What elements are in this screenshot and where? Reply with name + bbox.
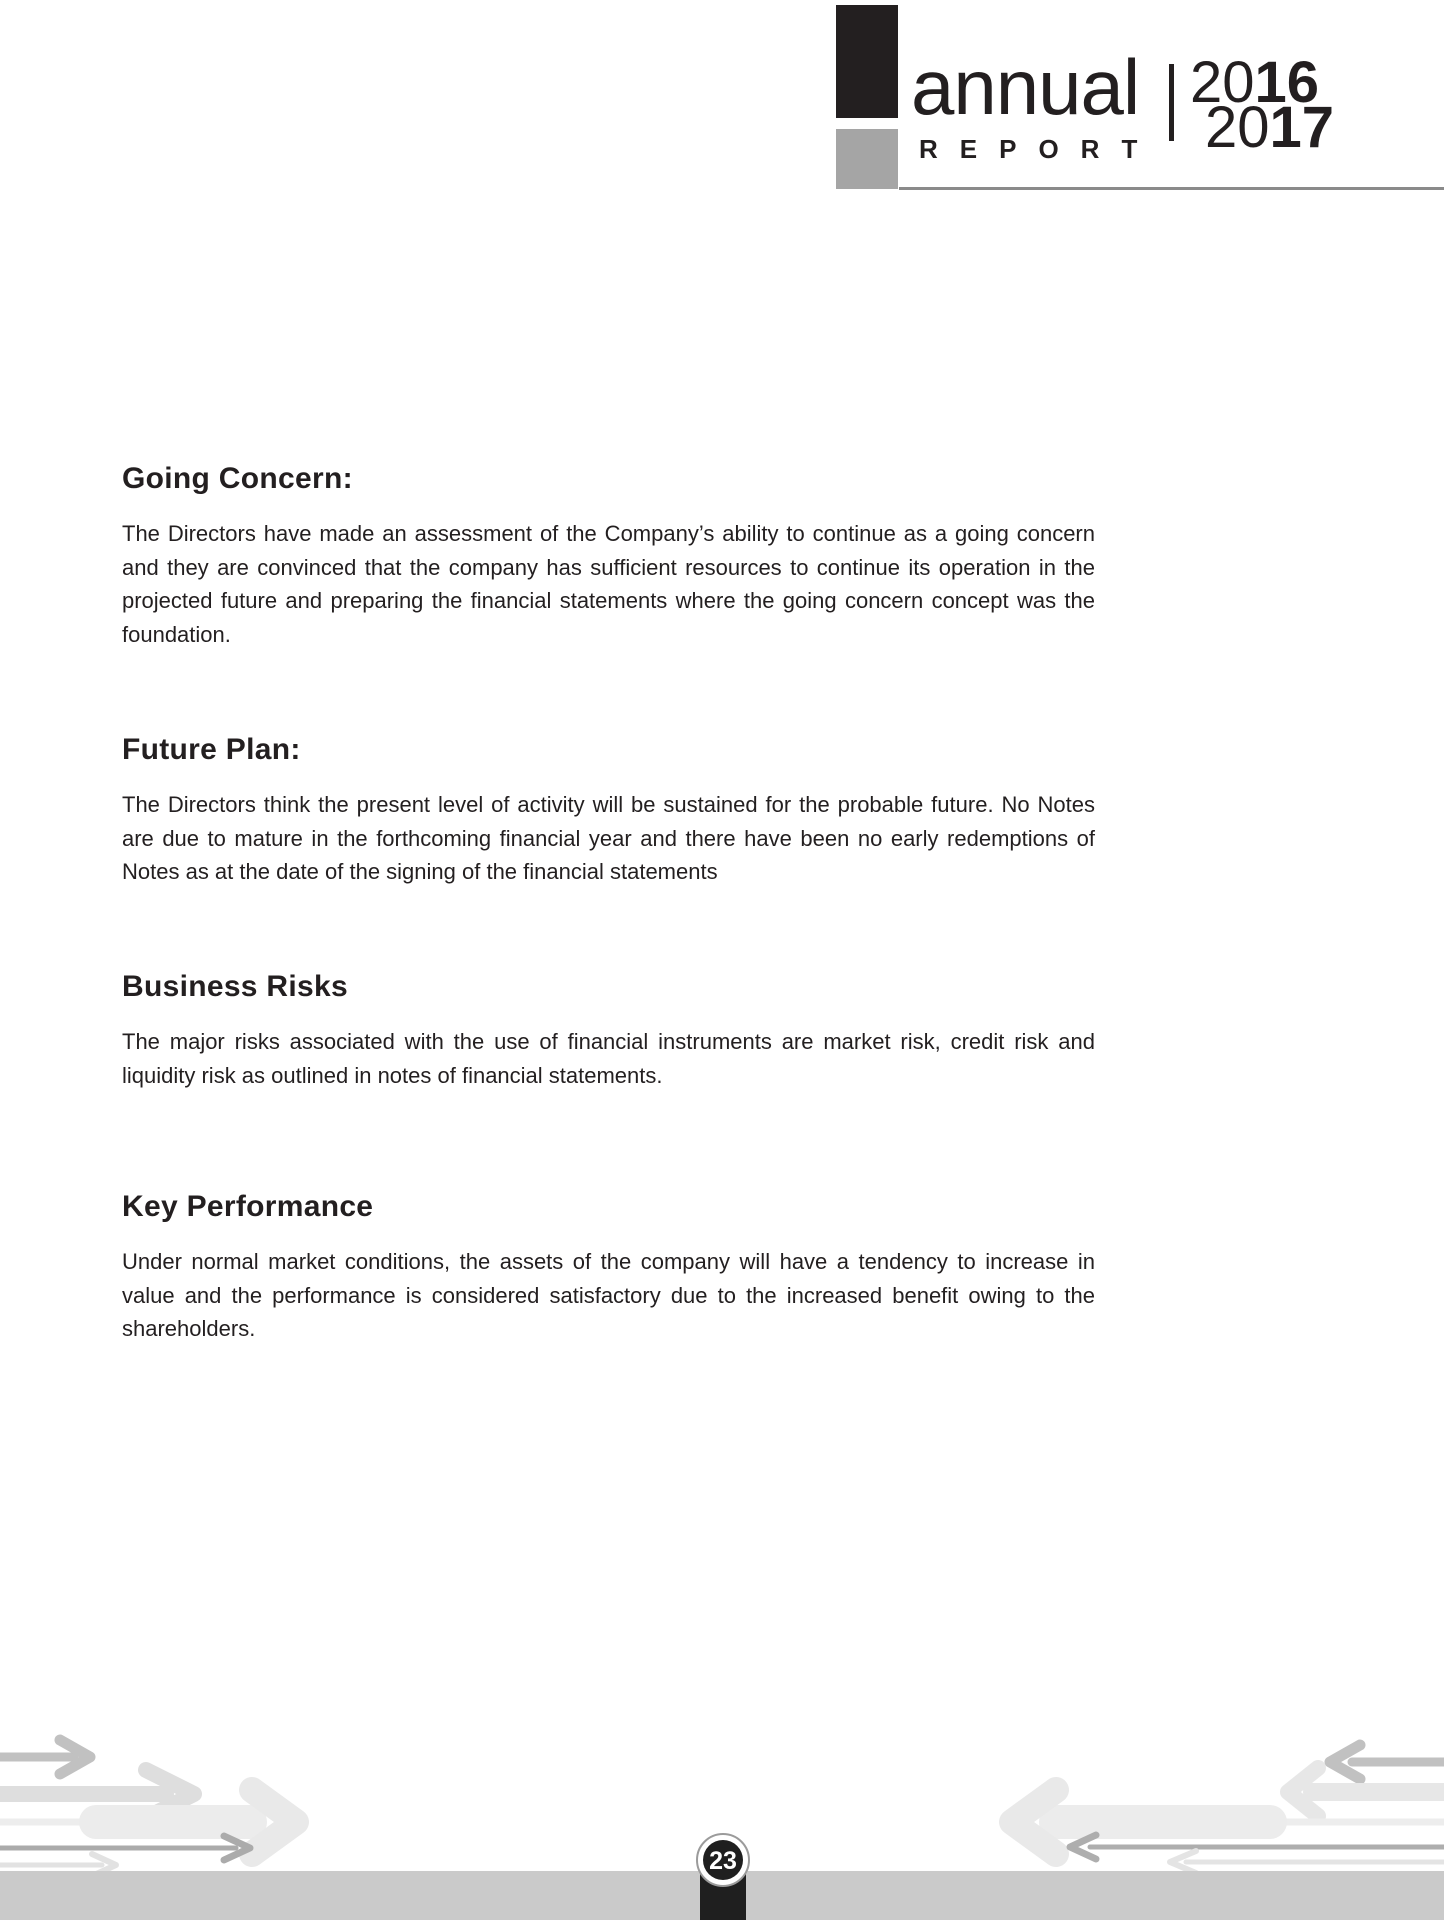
- section-body: The major risks associated with the use of financial instruments are market risk, credit risk and liquidity risk as outlined in notes of financial statements.: [122, 1029, 1095, 1088]
- logo-gray-block-icon: [836, 129, 898, 189]
- section-heading: Business Risks: [122, 970, 348, 1003]
- right-arrow-icon: [0, 1740, 90, 1774]
- section-key-performance: [122, 1190, 1095, 1346]
- section-heading: Key Performance: [122, 1190, 374, 1223]
- left-arrow-icon: [1170, 1851, 1444, 1873]
- year-2017-suffix: 17: [1269, 95, 1335, 160]
- year-2016-prefix: 20: [1190, 50, 1255, 115]
- section-going-concern: [122, 462, 1095, 651]
- header-rule: [899, 187, 1444, 190]
- section-heading: Going Concern:: [122, 462, 353, 495]
- page-number-badge: [697, 1834, 749, 1886]
- section-future-plan: [122, 733, 1095, 889]
- right-arrow-icon: [0, 1836, 250, 1860]
- section-body: The Directors have made an assessment of the Company’s ability to continue as a going concern and they are convinced that the company has sufficient resources to continue its operation in the projected future and preparing the financial statements where the going concern concept was the foundation.: [122, 521, 1095, 647]
- section-heading: Future Plan:: [122, 733, 301, 766]
- page-number: 23: [709, 1847, 737, 1875]
- section-business-risks: [122, 970, 1095, 1092]
- year-2017-prefix: 20: [1205, 95, 1270, 160]
- logo-year-2017: [1190, 95, 1335, 160]
- section-body: The Directors think the present level of activity will be sustained for the probable future. No Notes are due to mature in the forthcoming financial year and there have been no early redemptions of Notes as at the date of the signing of the financial statements: [122, 792, 1095, 884]
- logo-annual-text: annual: [911, 43, 1140, 131]
- year-2016-suffix: 16: [1254, 50, 1320, 115]
- logo-black-block-icon: [836, 5, 898, 118]
- logo-report-text: REPORT: [919, 134, 1160, 164]
- left-arrow-icon: [1288, 1768, 1444, 1816]
- left-arrow-icon: [1330, 1745, 1444, 1779]
- logo-divider-bar: [1169, 64, 1174, 141]
- logo-years: [1190, 50, 1335, 160]
- footer-arrow-decoration: [0, 1670, 1444, 1920]
- section-body: Under normal market conditions, the assets of the company will have a tendency to increase in value and the performance is considered satisfactory due to the increased benefit owing to the shareholders.: [122, 1249, 1095, 1341]
